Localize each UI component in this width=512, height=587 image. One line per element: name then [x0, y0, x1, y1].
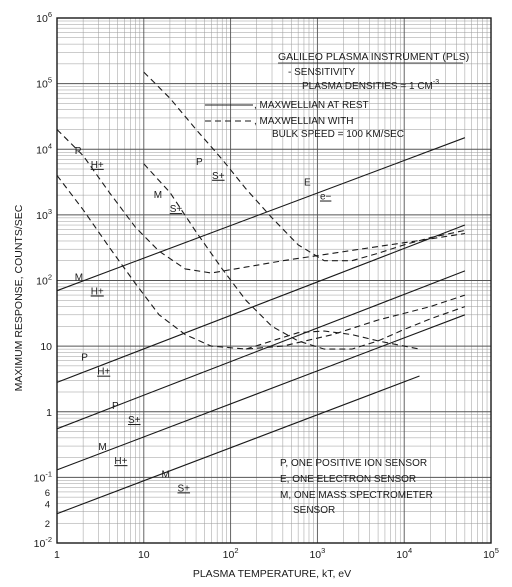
x-tick-label: 10 — [137, 549, 150, 561]
axis-ticks — [34, 10, 499, 561]
solid-line-1 — [57, 225, 465, 382]
dashed-curve-5 — [57, 130, 465, 274]
y-tick-label: $10^4$ — [36, 141, 52, 157]
series-ion-label: H+ — [97, 366, 111, 378]
legend-solid-label: , MAXWELLIAN AT REST — [254, 100, 369, 111]
series-sensor-label: M — [98, 442, 107, 454]
dashed-curve-6 — [57, 175, 465, 349]
series-sensor-label: E — [303, 177, 311, 189]
y-tick-label: $10^3$ — [36, 206, 52, 222]
series-labels — [75, 146, 332, 494]
solid-line-0 — [57, 138, 465, 291]
y-axis-label: MAXIMUM RESPONSE, COUNTS/SEC — [13, 204, 25, 392]
y-tick-label: $10^2$ — [36, 272, 52, 288]
series-ion-label: S+ — [212, 170, 225, 182]
series-sensor-label: P — [111, 401, 119, 413]
series-ion-label: H+ — [114, 456, 128, 468]
key-electron: E, ONE ELECTRON SENSOR — [280, 474, 417, 485]
series-sensor-label: M — [74, 272, 84, 284]
y-tick-label: $10^{-1}$ — [33, 469, 52, 485]
key-positive-ion: P, ONE POSITIVE ION SENSOR — [280, 458, 428, 469]
dashed-curve-8 — [144, 164, 465, 349]
series-sensor-label: P — [81, 352, 88, 364]
series-ion-label: S+ — [177, 483, 191, 495]
series-sensor-label: P — [196, 156, 203, 168]
x-tick-label: $10^5$ — [483, 546, 499, 561]
legend-dashed-label: , MAXWELLIAN WITH — [254, 116, 354, 127]
solid-line-3 — [57, 315, 465, 470]
y-tick-label: $10^6$ — [36, 10, 52, 25]
x-tick-label: 1 — [54, 549, 60, 561]
x-tick-label: $10^3$ — [309, 546, 326, 561]
series-sensor-label: M — [153, 190, 163, 202]
series-sensor-label: P — [74, 145, 82, 157]
legend-subtitle: - SENSITIVITY — [288, 67, 356, 78]
x-axis-label: PLASMA TEMPERATURE, kT, eV — [192, 568, 352, 580]
y-tick-label: $10^5$ — [36, 75, 52, 91]
legend-density: PLASMA DENSITIES = 1 $CM^{-3}$ — [302, 79, 440, 92]
y-tick-label: 10 — [40, 341, 52, 354]
series-ion-label: S+ — [127, 415, 141, 427]
legend-dashed-label-2: BULK SPEED = 100 KM/SEC — [272, 129, 405, 140]
x-tick-label: $10^2$ — [222, 546, 239, 561]
series-ion-label: H+ — [90, 286, 104, 298]
series-sensor-label: M — [161, 469, 170, 481]
y-minor-tick-label: 6 — [44, 487, 50, 499]
series-ion-label: S+ — [169, 204, 183, 216]
legend-title: GALILEO PLASMA INSTRUMENT (PLS) — [278, 51, 470, 63]
y-minor-tick-label: 2 — [44, 519, 50, 531]
key-mass-spectrometer: M, ONE MASS SPECTROMETER — [280, 490, 433, 501]
x-tick-label: $10^4$ — [396, 546, 413, 561]
key-sensor: SENSOR — [293, 505, 336, 516]
y-tick-label: 1 — [46, 406, 52, 419]
y-minor-tick-label: 4 — [44, 499, 50, 511]
series-ion-label: H+ — [90, 159, 104, 171]
series-ion-label: e− — [319, 191, 332, 203]
y-tick-label: $10^{-2}$ — [33, 535, 52, 550]
